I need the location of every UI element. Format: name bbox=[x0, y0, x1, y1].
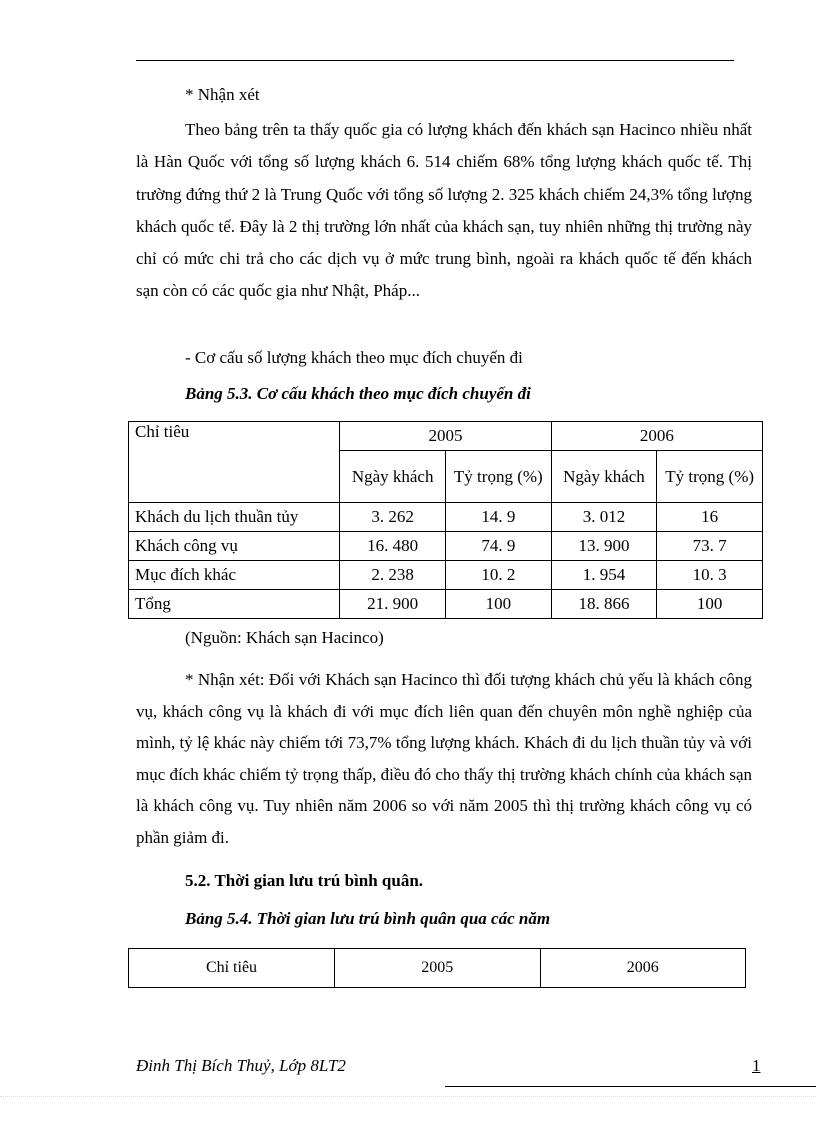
header-year-2005: 2005 bbox=[340, 422, 551, 451]
header-year-2006: 2006 bbox=[551, 422, 762, 451]
page-number: 1 bbox=[752, 1056, 761, 1075]
cell-share-2005: 10. 2 bbox=[445, 561, 551, 590]
table-row bbox=[129, 532, 763, 561]
cell-days-2005: 16. 480 bbox=[340, 532, 446, 561]
comment-paragraph-2: * Nhận xét: Đối với Khách sạn Hacinco thì đối tượng khách chủ yếu là khách công vụ, khách công vụ là khách đi với mục đích liên quan đến chuyên môn nghề nghiệp của mình, tỷ lệ khác này chiếm tới 73,7% tổng lượng khách. Khách đi du lịch thuần tủy và với mục đích khác chiếm tỷ trọng thấp, điều đó cho thấy thị trường khách chính của khách sạn là khách công vụ. Tuy nhiên năm 2006 so với năm 2005 thì thị trường khách công vụ có phần giảm đi. bbox=[136, 670, 752, 847]
cell-days-2005: 2. 238 bbox=[340, 561, 446, 590]
cell-days-2006: 3. 012 bbox=[551, 503, 657, 532]
table-5-3 bbox=[128, 421, 763, 619]
table-row-total bbox=[129, 590, 763, 619]
cell-days-2006: 18. 866 bbox=[551, 590, 657, 619]
cell-share-2005: 14. 9 bbox=[445, 503, 551, 532]
page-edge-dots bbox=[0, 1096, 816, 1097]
cell-share-2005: 74. 9 bbox=[445, 532, 551, 561]
section-heading-5-2: 5.2. Thời gian lưu trú bình quân. bbox=[185, 871, 424, 890]
cell-days-2005: 21. 900 bbox=[340, 590, 446, 619]
cell-share-2006: 100 bbox=[657, 590, 763, 619]
row-label: Tổng bbox=[129, 590, 340, 619]
t2-header-indicator: Chỉ tiêu bbox=[129, 949, 335, 988]
table-5-4-caption: Bảng 5.4. Thời gian lưu trú bình quân qua các năm bbox=[185, 909, 551, 928]
table-5-3-caption: Bảng 5.3. Cơ cấu khách theo mục đích chuyến đi bbox=[185, 384, 531, 403]
row-label: Mục đích khác bbox=[129, 561, 340, 590]
table-row bbox=[129, 561, 763, 590]
table-row bbox=[129, 503, 763, 532]
cell-share-2005: 100 bbox=[445, 590, 551, 619]
table-5-4 bbox=[128, 948, 746, 988]
structure-line: - Cơ cấu số lượng khách theo mục đích chuyến đi bbox=[185, 348, 523, 367]
comment-heading: * Nhận xét bbox=[185, 85, 260, 104]
comment-paragraph-1: Theo bảng trên ta thấy quốc gia có lượng khách đến khách sạn Hacinco nhiều nhất là Hàn Quốc với tổng số lượng khách 6. 514 chiếm 68% tổng lượng khách quốc tế. Thị trường đứng thứ 2 là Trung Quốc với tổng số lượng 2. 325 khách chiếm 24,3% tổng lượng khách quốc tế. Đây là 2 thị trường lớn nhất của khách sạn, tuy nhiên những thị trường này chỉ có mức chi trả cho các dịch vụ ở mức trung bình, ngoài ra khách quốc tế đến khách sạn còn có các quốc gia như Nhật, Pháp... bbox=[136, 120, 752, 301]
t2-header-year-2005: 2005 bbox=[335, 949, 541, 988]
header-days-2006: Ngày khách bbox=[551, 451, 657, 503]
footer-rule bbox=[445, 1086, 816, 1087]
cell-share-2006: 73. 7 bbox=[657, 532, 763, 561]
cell-share-2006: 10. 3 bbox=[657, 561, 763, 590]
header-share-2006: Tỷ trọng (%) bbox=[657, 451, 763, 503]
cell-days-2006: 1. 954 bbox=[551, 561, 657, 590]
t2-header-year-2006: 2006 bbox=[540, 949, 746, 988]
row-label: Khách công vụ bbox=[129, 532, 340, 561]
header-days-2005: Ngày khách bbox=[340, 451, 446, 503]
cell-share-2006: 16 bbox=[657, 503, 763, 532]
top-rule bbox=[136, 60, 734, 61]
table-source: (Nguồn: Khách sạn Hacinco) bbox=[185, 628, 384, 647]
row-label: Khách du lịch thuần tủy bbox=[129, 503, 340, 532]
header-share-2005: Tỷ trọng (%) bbox=[445, 451, 551, 503]
header-indicator: Chỉ tiêu bbox=[129, 422, 340, 503]
cell-days-2006: 13. 900 bbox=[551, 532, 657, 561]
footer-author: Đinh Thị Bích Thuỷ, Lớp 8LT2 bbox=[136, 1056, 346, 1075]
cell-days-2005: 3. 262 bbox=[340, 503, 446, 532]
